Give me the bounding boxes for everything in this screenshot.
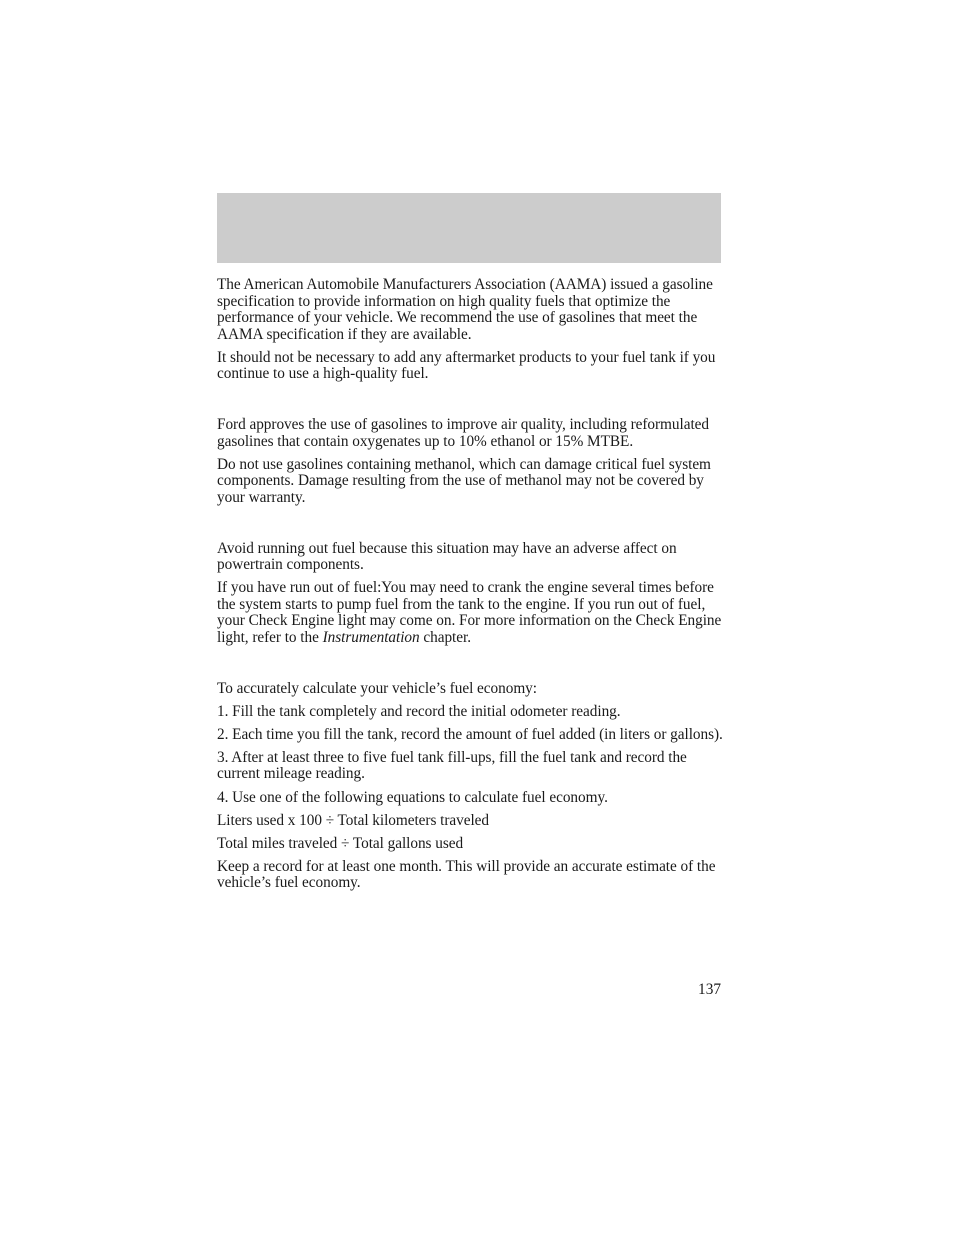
aama-paragraph: The American Automobile Manufacturers Association (AAMA) issued a gasoline specification to provide information on high quality fuels that optimize the performance of your vehicle. We recommend the use of gasolines that meet the AAMA specification if they are available. (217, 276, 713, 343)
fuel-economy-step-1: 1. Fill the tank completely and record the initial odometer reading. (217, 702, 621, 720)
section-header-band (217, 193, 721, 263)
fuel-economy-step-3: 3. After at least three to five fuel tank fill-ups, fill the fuel tank and record the current mileage reading. (217, 748, 687, 783)
reformulated-gasoline-paragraph: Ford approves the use of gasolines to improve air quality, including reformulated gasolines that contain oxygenates up to 10% ethanol or 15% MTBE. (217, 416, 709, 450)
page-number: 137 (698, 981, 721, 998)
page-body (217, 277, 723, 892)
fuel-economy-step-2: 2. Each time you fill the tank, record the amount of fuel added (in liters or gallons). (217, 725, 723, 743)
chapter-text: chapter. (419, 629, 471, 646)
out-of-fuel-text: If you have run out of fuel:You may need to crank the engine several times before the system starts to pump fuel from the tank to the engine. If you run out of fuel, your Check Engine light may come on. For more information on the Check Engine light, refer to the (217, 579, 722, 646)
metric-equation: Liters used x 100 ÷ Total kilometers traveled (217, 811, 489, 829)
out-of-fuel-instructions-paragraph (217, 580, 723, 646)
running-out-of-fuel-paragraph: Avoid running out fuel because this situation may have an adverse affect on powertrain components. (217, 539, 677, 574)
us-equation: Total miles traveled ÷ Total gallons used (217, 834, 464, 852)
instrumentation-reference: Instrumentation (322, 629, 420, 646)
record-keeping-paragraph: Keep a record for at least one month. This will provide an accurate estimate of the vehicle’s fuel economy. (217, 857, 716, 892)
fuel-economy-intro: To accurately calculate your vehicle’s fuel economy: (217, 679, 537, 697)
aftermarket-paragraph: It should not be necessary to add any aftermarket products to your fuel tank if you continue to use a high-quality fuel. (217, 348, 716, 383)
fuel-economy-step-4: 4. Use one of the following equations to calculate fuel economy. (217, 788, 608, 806)
methanol-warning-paragraph: Do not use gasolines containing methanol, which can damage critical fuel system components. Damage resulting from the use of methanol may not be covered by your warranty. (217, 455, 711, 506)
